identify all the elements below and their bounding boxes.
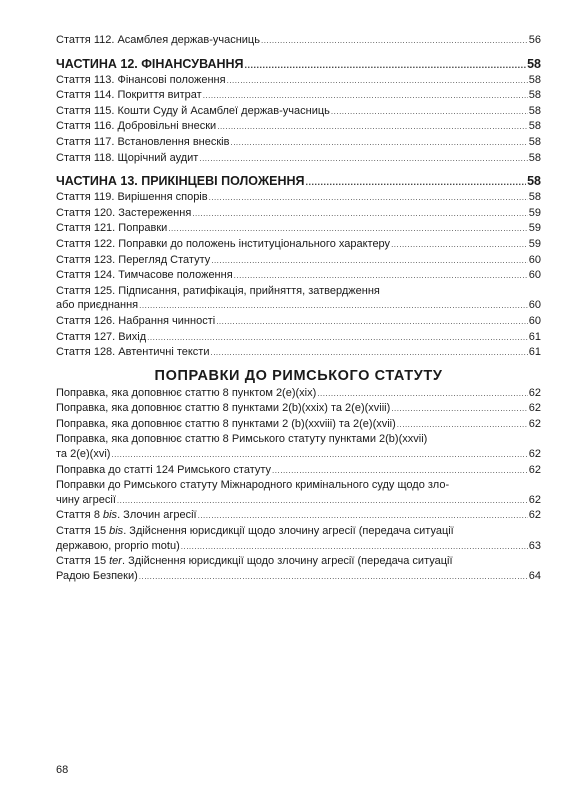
toc-entry-title-line: державою, proprio motu) [56, 539, 180, 552]
toc-entry-page: 62 [528, 448, 541, 461]
dot-leader [217, 119, 528, 135]
toc-entry-title: Стаття 117. Встановлення внесків [56, 135, 230, 148]
toc-entry-title: Стаття 118. Щорічний аудит [56, 151, 199, 164]
toc-entry[interactable] [56, 508, 541, 524]
toc-entry[interactable] [56, 417, 541, 433]
page-number: 68 [56, 764, 69, 776]
toc-entry-title: Стаття 128. Автентичні тексти [56, 346, 210, 359]
table-of-contents [56, 33, 541, 584]
toc-entry-page: 58 [528, 151, 541, 164]
dot-leader [317, 386, 527, 402]
toc-entry-title: Стаття 116. Добровільні внески [56, 120, 217, 133]
toc-entry-title: Стаття 112. Асамблея держав-учасниць [56, 34, 260, 46]
toc-entry-title-line: або приєднання [56, 299, 139, 312]
dot-leader [245, 56, 527, 73]
toc-entry-page: 59 [528, 237, 541, 250]
toc-entry-title: Поправка до статті 124 Римського статуту [56, 463, 272, 476]
toc-entry[interactable] [56, 88, 541, 104]
toc-entry-title-line: Стаття 15 ter. Здійснення юрисдикції щодо злочину агресії (передача ситуації [56, 555, 453, 568]
toc-entry-title: Стаття 115. Кошти Суду й Асамблеї держав-учасниць [56, 104, 330, 117]
dot-leader [210, 345, 527, 361]
toc-entry-title: Стаття 113. Фінансові положення [56, 73, 226, 86]
dot-leader [192, 206, 527, 222]
toc-entry-title: Стаття 126. Набрання чинності [56, 314, 216, 327]
toc-entry-title: Стаття 123. Перегляд Статуту [56, 253, 211, 266]
dot-leader [139, 569, 528, 585]
dot-leader [391, 237, 528, 253]
dot-leader [139, 298, 528, 314]
toc-entry-page: 58 [528, 104, 541, 117]
dot-leader [211, 253, 528, 269]
toc-entry-page: 62 [528, 493, 541, 506]
toc-entry-title: Поправка, яка доповнює статтю 8 пунктом 2(e)(xix) [56, 386, 317, 399]
toc-entry[interactable] [56, 432, 541, 462]
toc-entry[interactable] [56, 284, 541, 314]
dot-leader [199, 151, 527, 167]
toc-entry-title: Стаття 121. Поправки [56, 222, 168, 235]
part-title: ЧАСТИНА 13. ПРИКІНЦЕВІ ПОЛОЖЕННЯ [56, 174, 305, 189]
part-page: 58 [527, 56, 541, 71]
toc-entry-page: 58 [528, 89, 541, 102]
toc-entry-page: 62 [528, 402, 541, 415]
toc-entry[interactable] [56, 237, 541, 253]
dot-leader [117, 493, 528, 509]
dot-leader [216, 314, 528, 330]
toc-entry-page: 61 [528, 346, 541, 359]
toc-entry-title-line: Стаття 125. Підписання, ратифікація, прийняття, затвердження [56, 284, 380, 297]
toc-entry[interactable] [56, 33, 541, 49]
toc-entry-page: 58 [528, 120, 541, 133]
toc-entry[interactable] [56, 119, 541, 135]
toc-entry[interactable] [56, 104, 541, 120]
toc-entry-title: Поправка, яка доповнює статтю 8 пунктами 2 (b)(xxviii) та 2(e)(xvii) [56, 417, 396, 430]
toc-entry-page: 59 [528, 206, 541, 219]
toc-entry-title-line: Поправки до Римського статуту Міжнародного кримінального суду щодо зло- [56, 479, 450, 492]
toc-entry[interactable] [56, 524, 541, 554]
toc-entry-page: 62 [528, 463, 541, 476]
toc-entry-page: 62 [528, 417, 541, 430]
toc-entry-title: Стаття 122. Поправки до положень інституціонального характеру [56, 237, 391, 250]
toc-entry-title-line: Поправка, яка доповнює статтю 8 Римського статуту пунктами 2(b)(xxvii) [56, 433, 428, 446]
dot-leader [168, 221, 527, 237]
toc-entry-page: 58 [528, 191, 541, 204]
toc-entry[interactable] [56, 253, 541, 269]
toc-entry-title: Стаття 120. Застереження [56, 206, 192, 219]
dot-leader [306, 173, 527, 190]
toc-entry[interactable] [56, 401, 541, 417]
dot-leader [227, 73, 528, 89]
toc-entry-page: 60 [528, 299, 541, 312]
toc-entry-title: Стаття 127. Вихід [56, 330, 147, 343]
toc-entry[interactable] [56, 151, 541, 167]
toc-entry-page: 58 [528, 135, 541, 148]
toc-entry[interactable] [56, 73, 541, 89]
dot-leader [111, 447, 527, 463]
toc-entry[interactable] [56, 135, 541, 151]
toc-entry-title: Стаття 8 bis. Злочин агресії [56, 509, 197, 522]
toc-entry-page: 58 [528, 73, 541, 86]
toc-entry[interactable] [56, 206, 541, 222]
toc-entry-page: 56 [528, 34, 541, 46]
toc-entry-title-line: та 2(e)(xvi) [56, 448, 111, 461]
toc-entry-page: 59 [528, 222, 541, 235]
dot-leader [198, 508, 528, 524]
toc-entry[interactable] [56, 554, 541, 584]
part-page: 58 [527, 174, 541, 189]
toc-entry-page: 62 [528, 386, 541, 399]
part-heading[interactable] [56, 173, 541, 190]
toc-entry[interactable] [56, 314, 541, 330]
toc-entry[interactable] [56, 330, 541, 346]
dot-leader [272, 463, 528, 479]
dot-leader [209, 190, 528, 206]
dot-leader [203, 88, 528, 104]
toc-entry-page: 62 [528, 509, 541, 522]
dot-leader [234, 268, 528, 284]
toc-entry-title: Стаття 124. Тимчасове положення [56, 269, 233, 282]
toc-entry-page: 63 [528, 539, 541, 552]
dot-leader [397, 417, 528, 433]
part-title: ЧАСТИНА 12. ФІНАНСУВАННЯ [56, 56, 244, 71]
toc-entry[interactable] [56, 268, 541, 284]
toc-entry-title: Поправка, яка доповнює статтю 8 пунктами 2(b)(xxix) та 2(e)(xviii) [56, 402, 391, 415]
toc-entry-page: 60 [528, 269, 541, 282]
toc-entry-page: 60 [528, 253, 541, 266]
dot-leader [181, 539, 528, 555]
toc-entry-title-line: Радою Безпеки) [56, 569, 138, 582]
dot-leader [230, 135, 527, 151]
toc-entry[interactable] [56, 190, 541, 206]
toc-entry[interactable] [56, 463, 541, 479]
toc-entry-page: 60 [528, 314, 541, 327]
toc-entry[interactable] [56, 386, 541, 402]
part-heading[interactable] [56, 56, 541, 73]
toc-entry-title-line: Стаття 15 bis. Здійснення юрисдикції щодо злочину агресії (передача ситуації [56, 525, 454, 538]
toc-entry-page: 64 [528, 569, 541, 582]
dot-leader [147, 330, 528, 346]
dot-leader [331, 104, 528, 120]
toc-entry[interactable] [56, 478, 541, 508]
toc-entry[interactable] [56, 221, 541, 237]
toc-entry-page: 61 [528, 330, 541, 343]
amendments-heading: ПОПРАВКИ ДО РИМСЬКОГО СТАТУТУ [154, 367, 443, 384]
dot-leader [391, 401, 527, 417]
toc-entry-title-line: чину агресії [56, 493, 116, 506]
toc-entry-title: Стаття 119. Вирішення спорів [56, 191, 208, 204]
toc-entry[interactable] [56, 345, 541, 361]
dot-leader [261, 33, 528, 49]
toc-entry-title: Стаття 114. Покриття витрат [56, 89, 202, 102]
